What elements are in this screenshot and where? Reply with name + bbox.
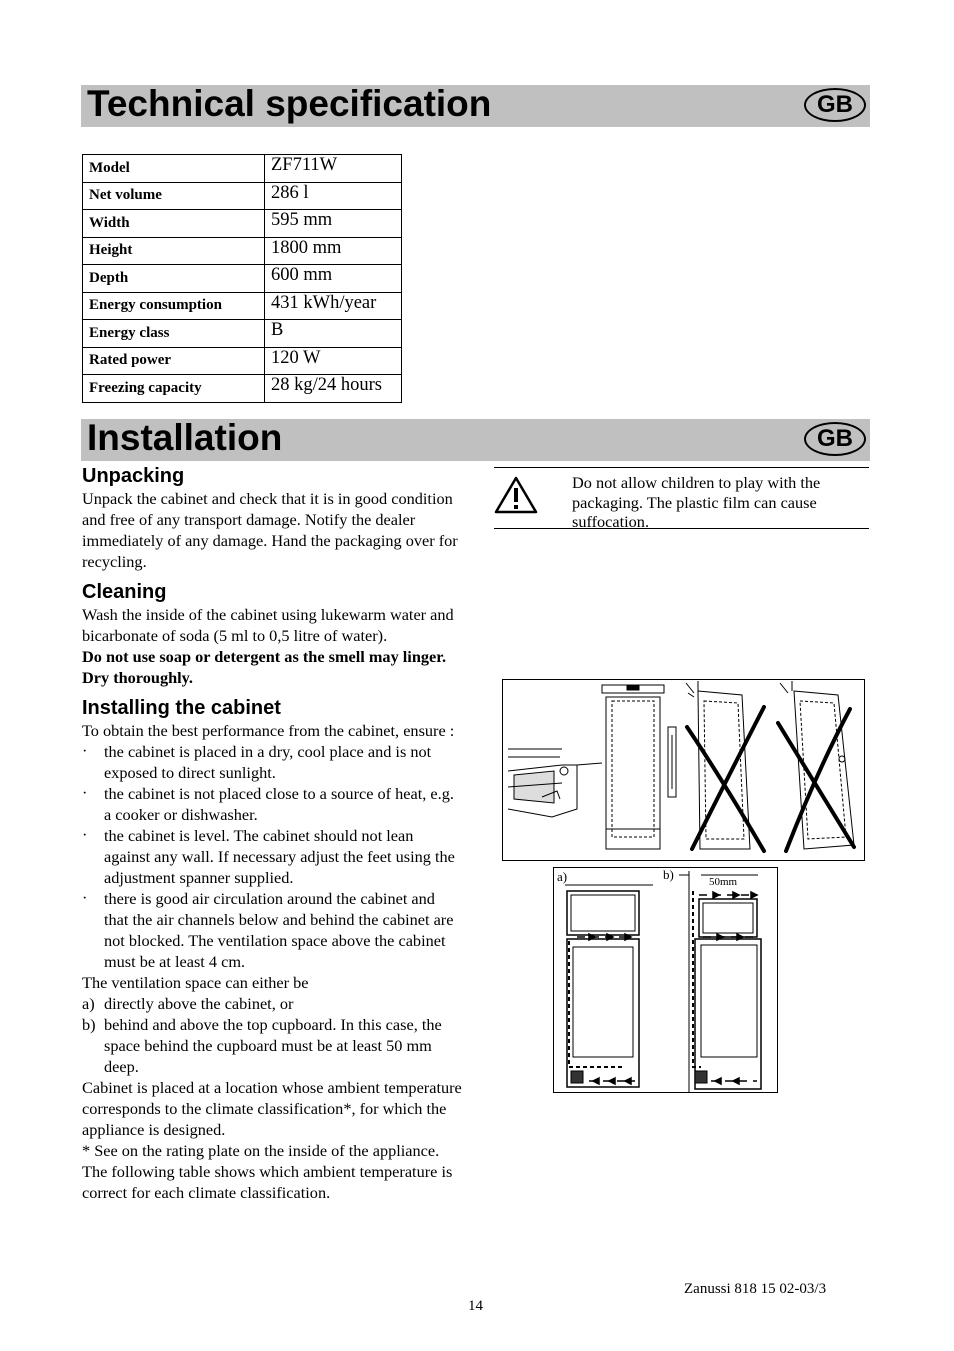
unpacking-text: Unpack the cabinet and check that it is in good condition and free of any transport damage. Notify the dealer immediately of any damage. Hand the packaging over for recycling. [82,489,458,571]
bullet-text: the cabinet is not placed close to a source of heat, e.g. a cooker or dishwasher. [104,784,454,824]
table-row [83,375,402,403]
table-row [83,320,402,348]
spec-value: 600 mm [265,265,402,293]
gb-badge: GB [804,88,866,122]
spec-label: Model [83,155,265,183]
ventilation-figure [553,867,778,1093]
list-item [82,993,462,1014]
climate-text: Cabinet is placed at a location whose ambient temperature corresponds to the climate classification*, for which the appliance is designed. [82,1078,462,1139]
table-row [83,237,402,265]
table-row [83,210,402,238]
document-reference: Zanussi 818 15 02-03/3 [684,1281,827,1297]
vent-intro: The ventilation space can either be [82,973,309,992]
table-intro-text: The following table shows which ambient temperature is correct for each climate classification. [82,1162,453,1202]
cabinet-placement-figure [502,679,865,861]
page-number: 14 [468,1298,483,1314]
table-row [83,265,402,293]
spec-value: 595 mm [265,210,402,238]
bullet-text: the cabinet is level. The cabinet should not lean against any wall. If necessary adjust the feet using the adjustment spanner supplied. [104,826,455,887]
option-b-label: b) [663,867,674,882]
spec-label: Freezing capacity [83,375,265,403]
spec-label: Height [83,237,265,265]
installation-banner [81,419,870,461]
bullet-mark: · [82,741,88,760]
list-item [82,825,462,888]
spec-label: Rated power [83,347,265,375]
unpacking-heading: Unpacking [82,465,185,487]
table-row [83,155,402,183]
tech-spec-banner [81,85,870,127]
bullet-mark: · [82,825,88,844]
option-text: directly above the cabinet, or [104,994,294,1013]
bullet-text: there is good air circulation around the cabinet and that the air channels below and behind the cabinet are not blocked. The ventilation space above the cabinet must be at least 4 cm. [104,889,454,971]
installation-left-column [82,464,462,1203]
installing-intro: To obtain the best performance from the cabinet, ensure : [82,721,455,740]
option-a-label: a) [557,869,568,884]
installing-heading: Installing the cabinet [82,697,281,719]
tech-spec-title: Technical specification [87,83,492,124]
installation-title: Installation [87,417,283,458]
gb-badge: GB [804,422,866,456]
bullet-mark: · [82,888,88,907]
warning-triangle-icon [494,476,538,514]
spec-label: Energy class [83,320,265,348]
spec-value: 286 l [265,182,402,210]
spec-value: 431 kWh/year [265,292,402,320]
installing-bullet-list [82,741,462,972]
spec-value: 120 W [265,347,402,375]
option-mark: b) [82,1015,96,1034]
table-row [83,347,402,375]
list-item [82,741,462,783]
spec-label: Width [83,210,265,238]
spec-label: Energy consumption [83,292,265,320]
cleaning-text: Wash the inside of the cabinet using lukewarm water and bicarbonate of soda (5 ml to 0,5 litre of water). [82,605,454,645]
list-item [82,1014,462,1077]
bullet-mark: · [82,783,88,802]
spec-value: ZF711W [265,155,402,183]
cleaning-heading: Cleaning [82,581,167,603]
spec-value: 1800 mm [265,237,402,265]
table-row [83,182,402,210]
table-row [83,292,402,320]
warning-text: Do not allow children to play with the packaging. The plastic film can cause suffocation. [572,473,821,531]
spec-table [82,154,402,403]
dimension-label: 50mm [708,876,738,888]
footnote-text: * See on the rating plate on the inside of the appliance. [82,1141,440,1160]
spec-label: Net volume [83,182,265,210]
cleaning-warning-text: Do not use soap or detergent as the smell may linger. Dry thoroughly. [82,647,447,687]
bullet-text: the cabinet is placed in a dry, cool place and is not exposed to direct sunlight. [104,742,432,782]
spec-label: Depth [83,265,265,293]
option-text: behind and above the top cupboard. In this case, the space behind the cupboard must be at least 50 mm deep. [104,1015,442,1076]
spec-value: B [265,320,402,348]
warning-box [494,467,869,529]
list-item [82,888,462,972]
option-mark: a) [82,994,95,1013]
spec-value: 28 kg/24 hours [265,375,402,403]
list-item [82,783,462,825]
